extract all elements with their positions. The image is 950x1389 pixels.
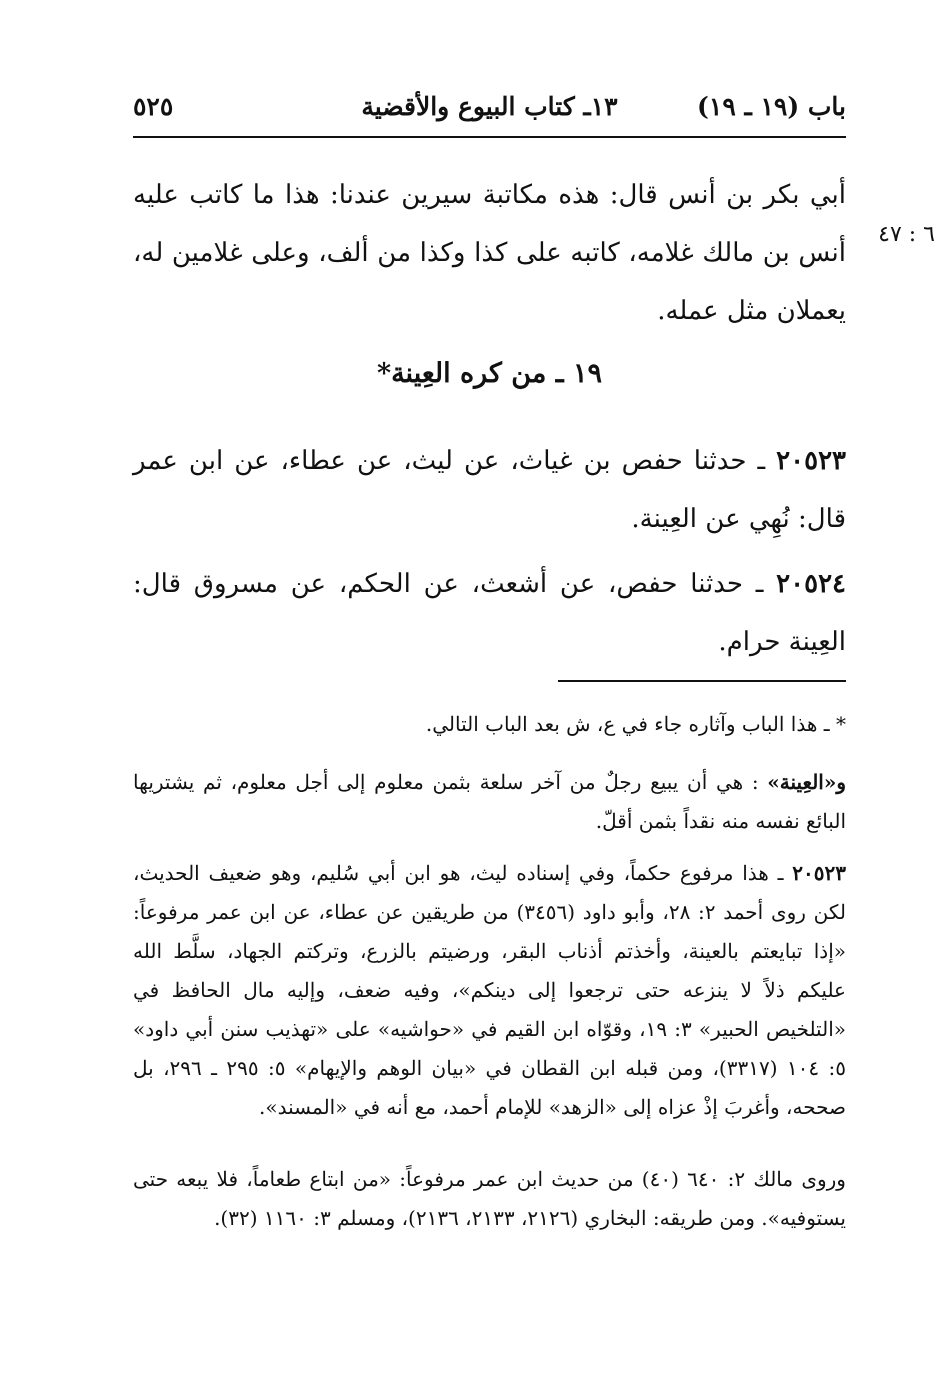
- footnote-star: * ـ هذا الباب وآثاره جاء في ع، ش بعد الباب التالي.: [425, 712, 846, 736]
- hadith-text: ـ حدثنا حفص بن غياث، عن ليث، عن عطاء، عن ابن عمر قال: نُهِي عن العِينة.: [133, 446, 846, 534]
- footnote-number: ٢٠٥٢٣: [792, 861, 846, 885]
- hadith-20523: [133, 432, 846, 548]
- footnote-ina-definition: [133, 763, 846, 841]
- hadith-20524: [133, 555, 846, 671]
- footnote-text: ـ هذا مرفوع حكماً، وفي إسناده ليث، هو ابن أبي سُليم، وهو ضعيف الحديث، لكن روى أحمد ٢: ٢٨، وأبو داود (٣٤٥٦) من طريقين عن عطاء، عن ابن عمر مرفوعاً: «إذا تبايعتم بالعينة، وأخذتم أذناب البقر، ورضيتم بالزرع، وتركتم الجهاد، سلَّط الله عليكم ذلاً لا ينزعه حتى ترجعوا إلى دينكم»، وفيه ضعف، وإليه مال الحافظ في «التلخيص الحبير» ٣: ١٩، وقوّاه ابن القيم في «حواشيه» على «تهذيب سنن أبي داود» ٥: ١٠٤ (٣٣١٧)، ومن قبله ابن القطان في «بيان الوهم والإيهام» ٥: ٢٩٥ ـ ٢٩٦، بل صححه، وأغربَ إذْ عزاه إلى «الزهد» للإمام أحمد، مع أنه في «المسند».: [133, 861, 847, 1119]
- margin-reference: ٦ : ٤٧: [878, 222, 935, 247]
- footnote-term: و«العِينة»: [767, 770, 846, 794]
- chapter-range: باب (١٩ ـ ١٩): [697, 92, 846, 121]
- page-number: ٥٢٥: [133, 92, 174, 121]
- footnote-text: : هي أن يبيع رجلٌ من آخر سلعة بثمن معلوم إلى أجل معلوم، ثم يشتريها البائع نفسه منه نقداً بثمن أقلّ.: [133, 770, 846, 833]
- running-header: [133, 88, 846, 132]
- hadith-number: ٢٠٥٢٤: [776, 569, 846, 599]
- book-title: ١٣ـ كتاب البيوع والأقضية: [361, 92, 618, 121]
- footnote-rule: [558, 680, 846, 682]
- hadith-text: ـ حدثنا حفص، عن أشعث، عن الحكم، عن مسروق قال: العِينة حرام.: [133, 569, 846, 657]
- header-rule: [133, 136, 846, 138]
- paragraph-continuation: أبي بكر بن أنس قال: هذه مكاتبة سيرين عندنا: هذا ما كاتب عليه أنس بن مالك غلامه، كاتبه على كذا وكذا من ألف، وعلى غلامين له، يعملان مثل عمله.: [133, 180, 846, 326]
- footnote-20523: [133, 854, 846, 1127]
- footnote-malik: وروى مالك ٢: ٦٤٠ (٤٠) من حديث ابن عمر مرفوعاً: «من ابتاع طعاماً، فلا يبعه حتى يستوفيه». ومن طريقه: البخاري (٢١٢٦، ٢١٣٣، ٢١٣٦)، ومسلم ٣: ١١٦٠ (٣٢).: [133, 1167, 846, 1230]
- section-heading: ١٩ ـ من كره العِينة*: [376, 358, 603, 389]
- hadith-number: ٢٠٥٢٣: [776, 446, 846, 476]
